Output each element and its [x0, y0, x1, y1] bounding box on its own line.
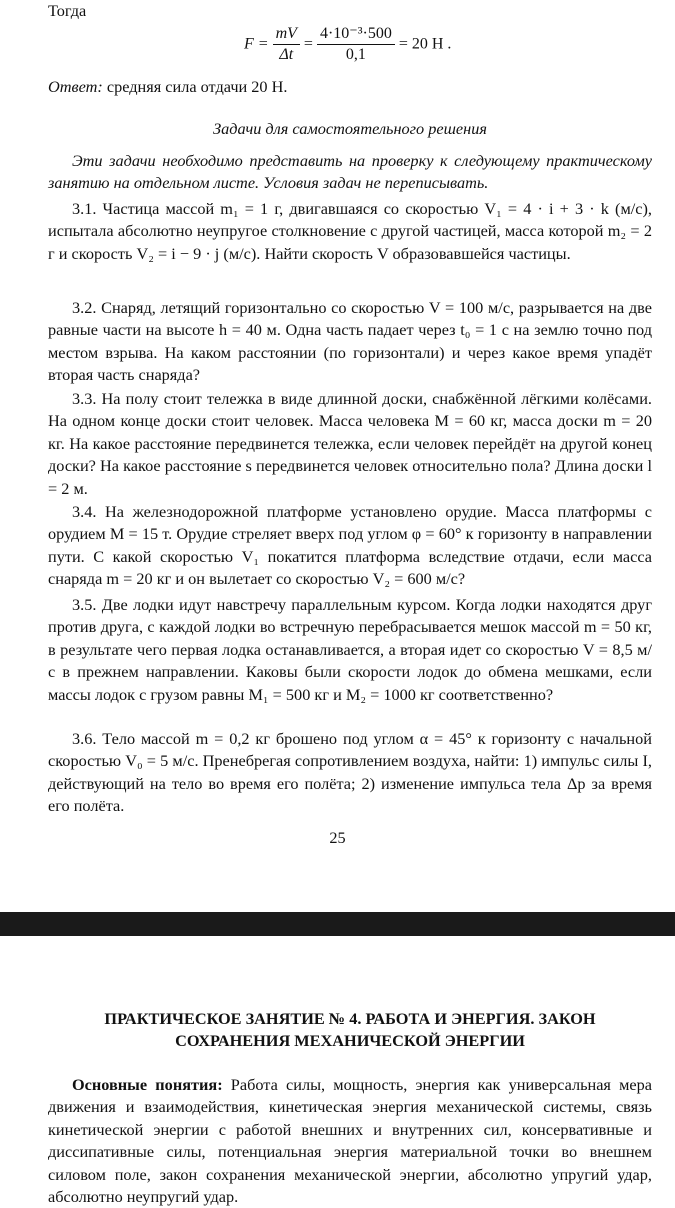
problem-3-3: 3.3. На полу стоит тележка в виде длинной доски, снабжённой лёгкими колёсами. На одном конце доски стоит человек. Масса человека M = 60 кг, масса доски m = 20 кг. На какое расстояние передвинется тележка, если человек перейдёт на другой конец доски? На какое расстояние s передвинется человек относительно пола? Длина доски l = 2 м. — [48, 389, 652, 498]
fraction-1-numerator: mV — [273, 24, 300, 45]
formula-equals: = — [303, 35, 313, 53]
section-intro: Эти задачи необходимо представить на проверку к следующему практическому занятию на отдельном листе. Условия задач не переписывать. — [48, 151, 652, 193]
formula-lhs: F = — [244, 35, 269, 53]
answer-line — [48, 76, 652, 98]
concepts-text: Работа силы, мощность, энергия как универсальная мера движения и взаимодействия, кинетическая энергия механической системы, связь кинетической энергии с работой внешних и внутренних сил, консервативные и диссипативные силы, потенциальная энергия материальной точки во внешнем силовом поле, закон сохранения механической энергии, абсолютно упругий удар, абсолютно неупругий удар. — [48, 1075, 652, 1207]
fraction-2-denominator: 0,1 — [345, 46, 366, 63]
formula-fraction-2 — [317, 24, 395, 65]
page-number: 25 — [329, 828, 346, 847]
answer-text: средняя сила отдачи 20 Н. — [102, 77, 288, 96]
fraction-1-denominator: Δt — [279, 46, 294, 63]
force-formula — [244, 24, 451, 65]
problem-3-1: 3.1. Частица массой m₁ = 1 г, двигавшаяся со скоростью V₁ = 4 · i + 3 · k (м/с), испытала абсолютно неупругое столкновение с другой частицей, масса которой m₂ = 2 г и скорость V₂ = i − 9 · j (м/с). Найти скорость V образовавшейся частицы. — [48, 199, 652, 263]
problem-3-5: 3.5. Две лодки идут навстречу параллельным курсом. Когда лодки находятся друг против друга, с каждой лодки во встречную перебрасывается мешок массой m = 50 кг, в результате чего первая лодка останавливается, а вторая идет со скоростью V = 8,5 м/с в прежнем направлении. Каковы были скорости лодок до обмена мешками, если массы лодок с грузом равны M₁ = 500 кг и M₂ = 1000 кг соответственно? — [48, 595, 652, 704]
concepts-label: Основные понятия: — [72, 1075, 223, 1094]
problem-3-6: 3.6. Тело массой m = 0,2 кг брошено под углом α = 45° к горизонту с начальной скоростью V₀ = 5 м/с. Пренебрегая сопротивлением воздуха, найти: 1) импульс силы I, действующий на тело во время его полёта; 2) изменение импульса тела Δp за время его полёта. — [48, 729, 652, 816]
basic-concepts — [48, 1074, 652, 1208]
problem-3-4: 3.4. На железнодорожной платформе установлено орудие. Масса платформы с орудием M = 15 т. Орудие стреляет вверх под углом φ = 60° к горизонту в направлении пути. С какой скоростью V₁ покатится платформа вследствие отдачи, если масса снаряда m = 20 кг и он вылетает со скоростью V₂ = 600 м/с? — [48, 502, 652, 589]
page-separator — [0, 912, 675, 936]
section-title: Задачи для самостоятельного решения — [213, 119, 487, 138]
lesson-title: ПРАКТИЧЕСКОЕ ЗАНЯТИЕ № 4. РАБОТА И ЭНЕРГИЯ. ЗАКОН СОХРАНЕНИЯ МЕХАНИЧЕСКОЙ ЭНЕРГИИ — [104, 1009, 596, 1050]
page-26 — [0, 936, 675, 1207]
problem-3-2: 3.2. Снаряд, летящий горизонтально со скоростью V = 100 м/с, разрывается на две равные части на высоте h = 40 м. Одна часть падает через t₀ = 1 с на землю точно под местом взрыва. На каком расстоянии (по горизонтали) и через какое время упадёт вторая часть снаряда? — [48, 298, 652, 385]
formula-result: = 20 Н . — [398, 35, 452, 53]
answer-label: Ответ: — [48, 77, 103, 96]
then-word: Тогда — [48, 1, 87, 20]
formula-fraction-1 — [273, 24, 300, 65]
fraction-2-numerator: 4·10⁻³·500 — [317, 24, 395, 45]
